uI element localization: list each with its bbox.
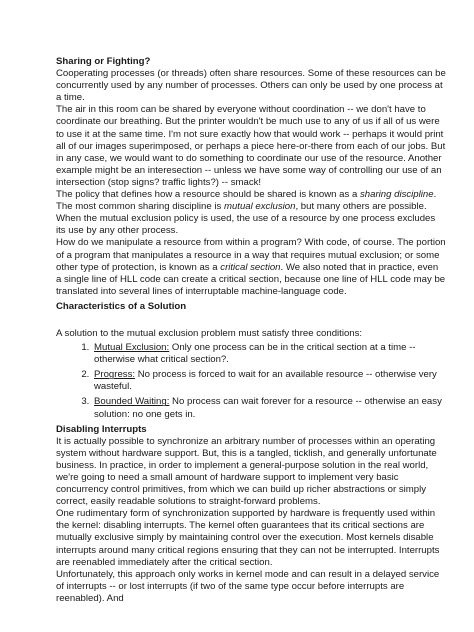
- condition-term: Mutual Exclusion:: [94, 342, 170, 354]
- condition-text: No process is forced to wait for an available resource -- otherwise very wasteful.: [94, 369, 437, 393]
- paragraph-kernel-mode-limitation: Unfortunately, this approach only works in kernel mode and can result in a delayed service of interrupts -- or lost interrupts (if two of the same type occur before interrupts are reenabled). And: [56, 568, 440, 604]
- text-segment: , but many others are possible. When the mutual exclusion policy is used, the use of a resource by one process excludes its use by any other process.: [56, 201, 436, 237]
- heading-disabling-interrupts: Disabling Interrupts: [56, 423, 147, 435]
- paragraph-synchronize-without-hardware: It is actually possible to synchronize an arbitrary number of processes within an operating system without hardware support. But, this is a tangled, ticklish, and generally unfortunate business. In practice, in order to implement a general-purpose solution in the real world, we're going to need a small amount of hardware support to implement very basic concurrency control primitives, from which we can build up richer abstractions or simply correct, easily readable solutions to straight-forward problems.: [56, 435, 437, 508]
- list-item-progress: [92, 369, 446, 393]
- term-mutual-exclusion: mutual exclusion: [223, 201, 296, 213]
- paragraph-air-printer-example: The air in this room can be shared by everyone without coordination -- we don't have to coordinate our breathing. But the printer wouldn't be much use to any of us if all of us were to use it at the same time. I'm not sure exactly how that would work -- perhaps it would print all of our images superimposed, or perhaps a piece here-or-there from each of our jobs. But in any case, we would want to do something to coordinate our use of the resource. Another example might be an interesection -- unless we have some way of controlling our use of an intersection (stop signs? traffic lights?) -- smack!: [56, 104, 446, 188]
- heading-sharing-or-fighting: Sharing or Fighting?: [56, 56, 151, 67]
- text-segment: . We also noted that in practice, even a single line of HLL code can create a critical section, because one line of HLL code may be translated into several lines of interruptable machine-language code.: [56, 261, 446, 297]
- paragraph-cooperating-processes: Cooperating processes (or threads) often share resources. Some of these resources can be concurrently used by any number of processes. Others can only be used by one process at a time.: [56, 68, 446, 104]
- text-segment: . The most common sharing discipline is: [56, 189, 437, 213]
- text-segment: The policy that defines how a resource should be shared is known as a: [56, 189, 360, 201]
- term-critical-section: critical section: [220, 261, 281, 273]
- blank-line: [56, 316, 446, 328]
- heading-characteristics-of-a-solution: Characteristics of a Solution: [56, 300, 187, 312]
- paragraph-disabling-interrupts: One rudimentary form of synchronization supported by hardware is frequently used within the kernel: disabling interrupts. The kernel often guarantees that its critical sections are mutually exclusive simply by maintaining control over the execution. Most kernels disable interrupts around many critical regions ensuring that they can not be interrupted. Interrupts are reenabled immediately after the critical section.: [56, 508, 440, 568]
- conditions-list: [56, 342, 446, 421]
- paragraph-critical-section: [56, 237, 446, 297]
- term-sharing-discipline: sharing discipline: [359, 189, 434, 201]
- text-segment: How do we manipulate a resource from within a program? With code, of course. The portion of a program that manipulates a resource in a way that requires mutual exclusion; or some other type of protection, is known as a: [56, 237, 446, 273]
- condition-text: Only one process can be in the critical section at a time -- otherwise what critical section?.: [94, 342, 416, 366]
- list-item-mutual-exclusion: [92, 342, 446, 366]
- condition-text: No process can wait forever for a resource -- otherwise an easy solution: no one gets in.: [94, 396, 442, 420]
- condition-term: Progress:: [94, 369, 136, 381]
- paragraph-three-conditions: A solution to the mutual exclusion problem must satisfy three conditions:: [56, 327, 363, 339]
- list-item-bounded-waiting: [92, 396, 446, 420]
- condition-term: Bounded Waiting:: [94, 396, 170, 408]
- paragraph-sharing-discipline: [56, 189, 446, 237]
